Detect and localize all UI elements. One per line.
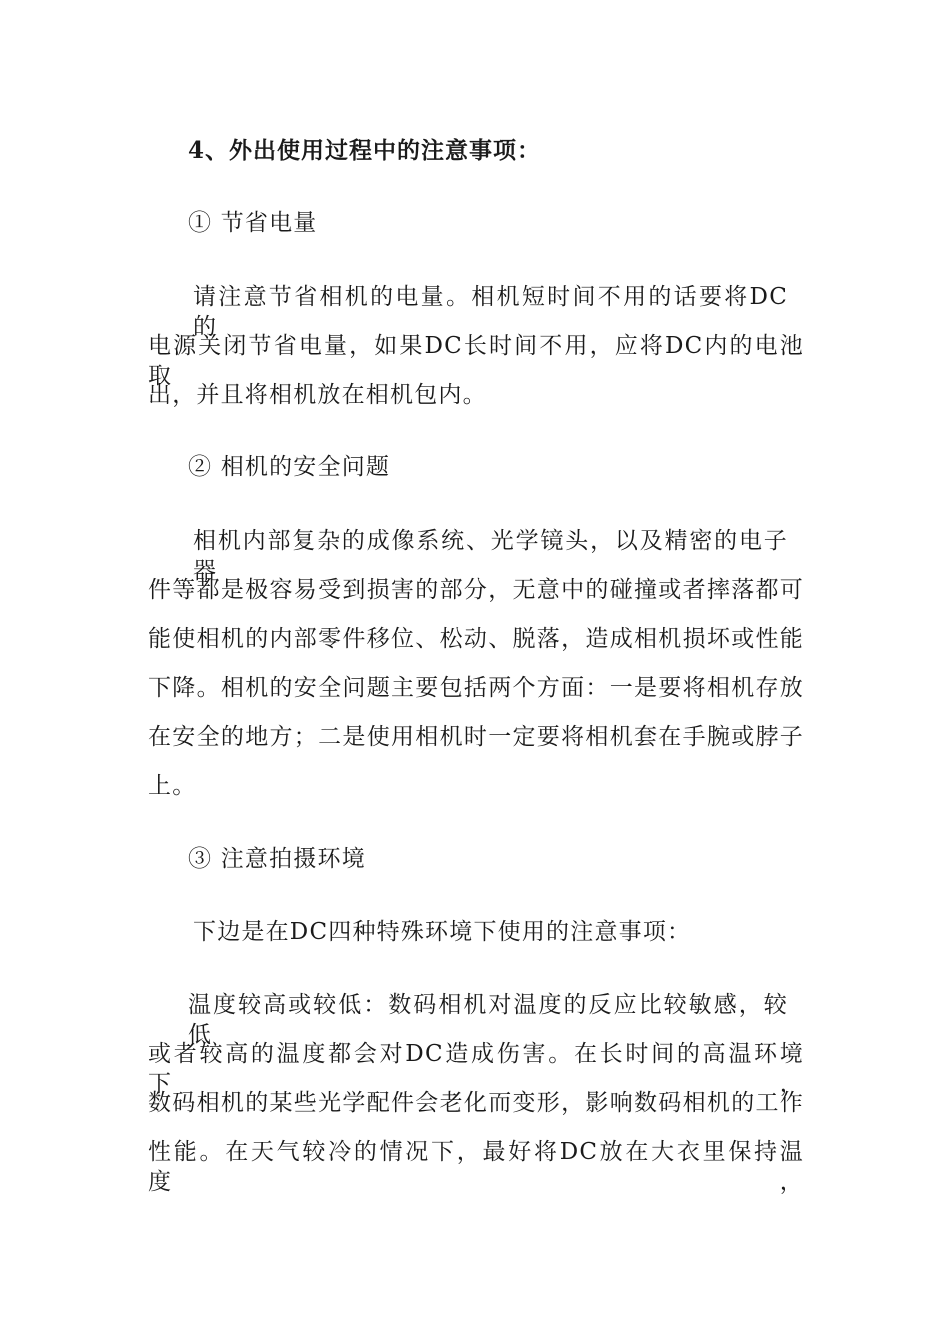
paragraph-line: 下降。相机的安全问题主要包括两个方面：一是要将相机存放 [148,675,804,701]
paragraph-line: 温度较高或较低：数码相机对温度的反应比较敏感，较低 [188,992,788,1048]
paragraph-line: 电源关闭节省电量，如果DC长时间不用，应将DC内的电池取 [148,333,804,389]
subheading-power-saving: ① 节省电量 [188,210,318,236]
paragraph-line: 请注意节省相机的电量。相机短时间不用的话要将DC的 [193,284,788,340]
paragraph-line: 数码相机的某些光学配件会老化而变形，影响数码相机的工作 [148,1090,804,1116]
paragraph-line: 件等都是极容易受到损害的部分，无意中的碰撞或者摔落都可 [148,577,804,603]
paragraph-line: 出，并且将相机放在相机包内。 [148,382,487,408]
paragraph-line: 能使相机的内部零件移位、松动、脱落，造成相机损坏或性能 [148,626,804,652]
section-heading: 4、外出使用过程中的注意事项： [188,137,542,164]
subheading-shooting-environment: ③ 注意拍摄环境 [188,846,366,872]
paragraph-line: 在安全的地方；二是使用相机时一定要将相机套在手腕或脖子 [148,724,804,750]
paragraph-line: 下边是在DC四种特殊环境下使用的注意事项： [193,919,692,945]
paragraph-line: 相机内部复杂的成像系统、光学镜头，以及精密的电子器 [193,528,788,584]
subheading-camera-safety: ② 相机的安全问题 [188,454,391,480]
paragraph-line: 或者较高的温度都会对DC造成伤害。在长时间的高温环境下， [148,1041,804,1097]
paragraph-line: 性能。在天气较冷的情况下，最好将DC放在大衣里保持温度， [148,1139,804,1195]
paragraph-line: 上。 [148,773,197,799]
